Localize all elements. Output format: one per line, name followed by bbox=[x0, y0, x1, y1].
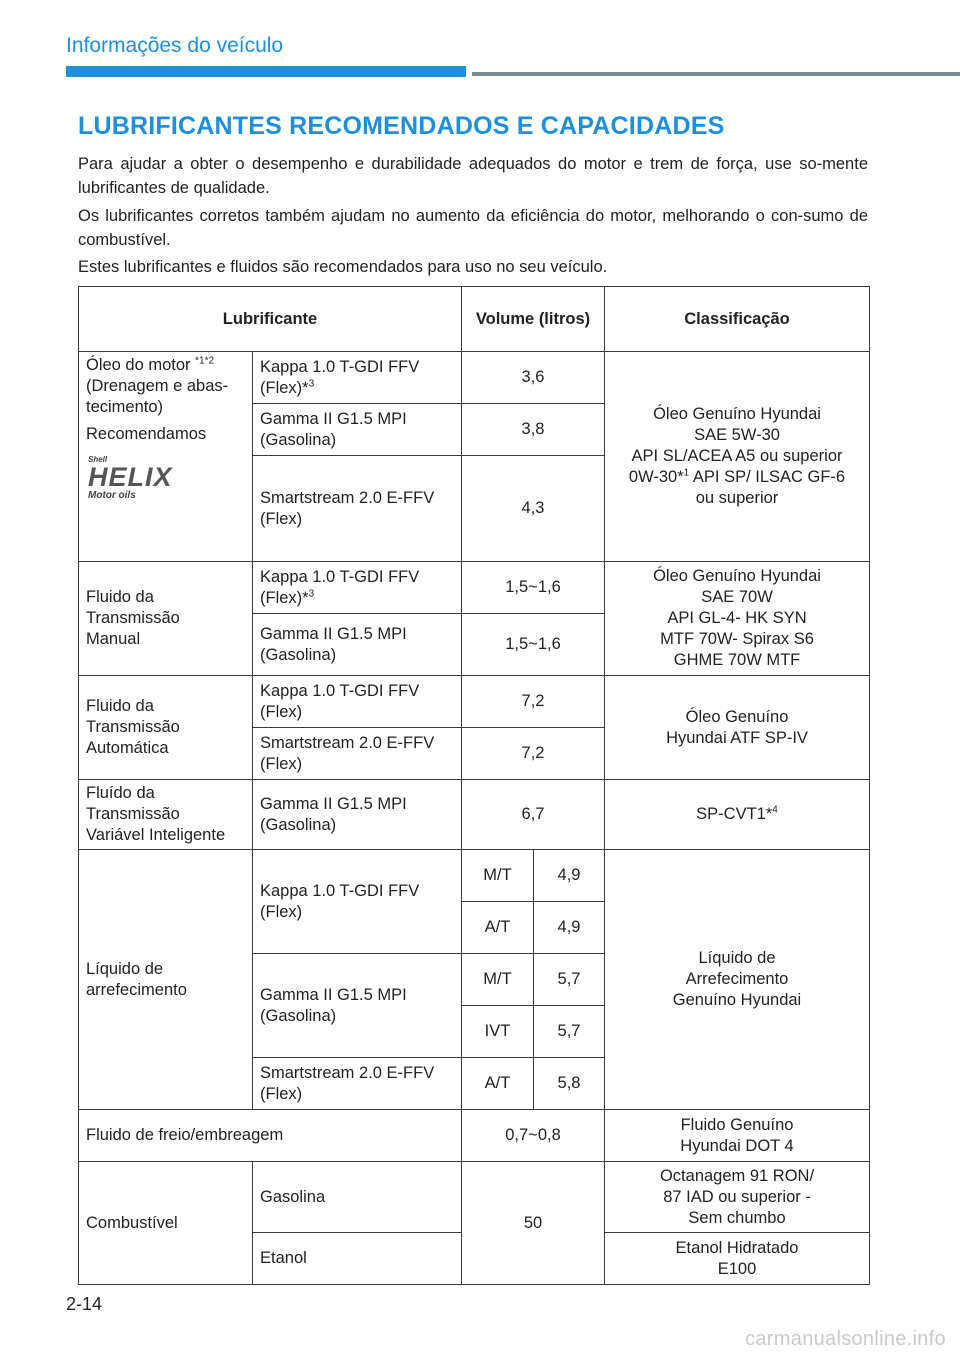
auto-trans-label: Fluido da Transmissão Automática bbox=[79, 676, 253, 780]
fuel-label: Combustível bbox=[79, 1162, 253, 1285]
table-row bbox=[79, 676, 870, 728]
fuel-type-cell: Etanol bbox=[253, 1233, 462, 1285]
manual-trans-label: Fluido da Transmissão Manual bbox=[79, 562, 253, 676]
page-title: LUBRIFICANTES RECOMENDADOS E CAPACIDADES bbox=[78, 112, 725, 140]
engine-cell: Kappa 1.0 T-GDI FFV (Flex)*$^3$ bbox=[253, 562, 462, 614]
engine-cell: Gamma II G1.5 MPI (Gasolina) bbox=[253, 614, 462, 676]
coolant-label: Líquido de arrefecimento bbox=[79, 850, 253, 1110]
transmission-cell: A/T bbox=[462, 1058, 534, 1110]
engine-cell: Kappa 1.0 T-GDI FFV (Flex) bbox=[253, 850, 462, 954]
engine-cell: Kappa 1.0 T-GDI FFV (Flex) bbox=[253, 676, 462, 728]
transmission-cell: M/T bbox=[462, 954, 534, 1006]
classification-cell: Óleo Genuíno Hyundai SAE 5W-30 API SL/ACEA A5 ou superior 0W-30*$^1$ API SP/ ILSAC GF-6 ou superior bbox=[605, 352, 870, 562]
intro-paragraph: Estes lubrificantes e fluidos são recomendados para uso no seu veículo. bbox=[78, 258, 608, 276]
volume-cell: 50 bbox=[462, 1162, 605, 1285]
fuel-type-cell: Gasolina bbox=[253, 1162, 462, 1233]
table-header-row bbox=[79, 287, 870, 352]
lubricants-table bbox=[78, 286, 870, 1285]
table-row bbox=[79, 1162, 870, 1233]
intro-paragraph: Os lubrificantes corretos também ajudam no aumento da eficiência do motor, melhorando o con-sumo de combustível. bbox=[78, 207, 868, 249]
page-number: 2-14 bbox=[66, 1294, 103, 1314]
header-lubricant: Lubrificante bbox=[79, 287, 462, 352]
watermark: carmanualsonline.info bbox=[745, 1328, 946, 1350]
transmission-cell: IVT bbox=[462, 1006, 534, 1058]
engine-cell: Smartstream 2.0 E-FFV (Flex) bbox=[253, 728, 462, 780]
classification-cell: Óleo Genuíno Hyundai SAE 70W API GL-4- HK SYN MTF 70W- Spirax S6 GHME 70W MTF bbox=[605, 562, 870, 676]
classification-cell: SP-CVT1*$^4$ bbox=[605, 780, 870, 850]
engine-cell: Smartstream 2.0 E-FFV (Flex) bbox=[253, 1058, 462, 1110]
classification-cell: Líquido de Arrefecimento Genuíno Hyundai bbox=[605, 850, 870, 1110]
volume-cell: 3,6 bbox=[462, 352, 605, 404]
transmission-cell: A/T bbox=[462, 902, 534, 954]
volume-cell: 5,7 bbox=[534, 1006, 605, 1058]
header-divider bbox=[472, 72, 960, 76]
classification-cell: Óleo Genuíno Hyundai ATF SP-IV bbox=[605, 676, 870, 780]
engine-cell: Smartstream 2.0 E-FFV (Flex) bbox=[253, 456, 462, 562]
classification-cell: Fluido Genuíno Hyundai DOT 4 bbox=[605, 1110, 870, 1162]
ivt-label: Fluído da Transmissão Variável Inteligente bbox=[79, 780, 253, 850]
table-row bbox=[79, 850, 870, 902]
transmission-cell: M/T bbox=[462, 850, 534, 902]
volume-cell: 4,3 bbox=[462, 456, 605, 562]
table-row bbox=[79, 562, 870, 614]
engine-cell: Gamma II G1.5 MPI (Gasolina) bbox=[253, 780, 462, 850]
header-classification: Classificação bbox=[605, 287, 870, 352]
volume-cell: 4,9 bbox=[534, 902, 605, 954]
volume-cell: 1,5~1,6 bbox=[462, 614, 605, 676]
intro-paragraph: Para ajudar a obter o desempenho e durabilidade adequados do motor e trem de força, use so-mente lubrificantes de qualidade. bbox=[78, 155, 868, 197]
table-row bbox=[79, 352, 870, 404]
volume-cell: 7,2 bbox=[462, 676, 605, 728]
engine-cell: Gamma II G1.5 MPI (Gasolina) bbox=[253, 404, 462, 456]
header-accent-bar bbox=[66, 66, 466, 77]
classification-cell: Octanagem 91 RON/ 87 IAD ou superior - Sem chumbo bbox=[605, 1162, 870, 1233]
volume-cell: 6,7 bbox=[462, 780, 605, 850]
volume-cell: 3,8 bbox=[462, 404, 605, 456]
engine-cell: Kappa 1.0 T-GDI FFV (Flex)*$^3$ bbox=[253, 352, 462, 404]
table-row bbox=[79, 1110, 870, 1162]
engine-cell: Gamma II G1.5 MPI (Gasolina) bbox=[253, 954, 462, 1058]
header-section-title: Informações do veículo bbox=[66, 34, 284, 57]
volume-cell: 4,9 bbox=[534, 850, 605, 902]
shell-helix-logo: Shell HELIX Motor oils bbox=[88, 455, 173, 501]
classification-cell: Etanol Hidratado E100 bbox=[605, 1233, 870, 1285]
table-row bbox=[79, 780, 870, 850]
volume-cell: 1,5~1,6 bbox=[462, 562, 605, 614]
header-volume: Volume (litros) bbox=[462, 287, 605, 352]
brake-fluid-label: Fluido de freio/embreagem bbox=[79, 1110, 462, 1162]
volume-cell: 5,7 bbox=[534, 954, 605, 1006]
engine-oil-label: Óleo do motor $^{*1*2}$ (Drenagem e abas-tecimento) Recomendamos Shell HELIX Motor oils bbox=[79, 352, 253, 562]
volume-cell: 0,7~0,8 bbox=[462, 1110, 605, 1162]
volume-cell: 7,2 bbox=[462, 728, 605, 780]
volume-cell: 5,8 bbox=[534, 1058, 605, 1110]
